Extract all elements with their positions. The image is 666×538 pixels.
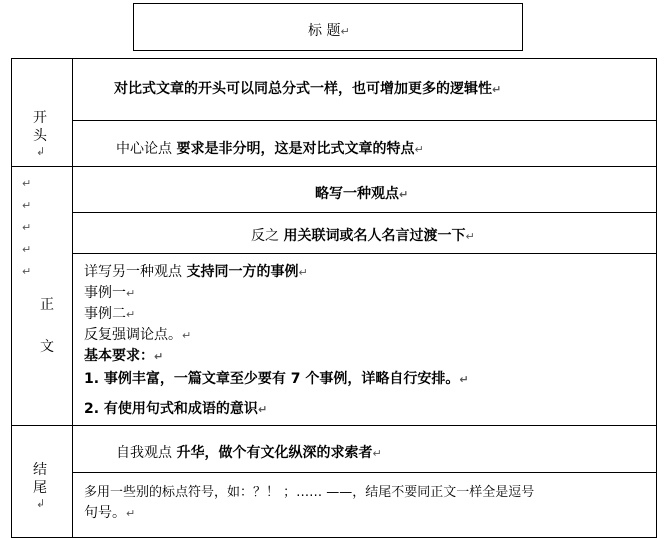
page-title: 标 题↵ xyxy=(308,23,350,39)
paragraph-mark: ↵ xyxy=(22,221,32,234)
opening-text: 对比式文章的开头可以同总分式一样，也可增加更多的逻辑性↵ xyxy=(114,81,502,97)
repeat-thesis: 反复强调论点。↵ xyxy=(84,327,192,343)
paragraph-mark: ↵ xyxy=(22,243,32,256)
paragraph-mark: ↵ xyxy=(22,177,32,190)
paragraph-mark: ↲ xyxy=(36,497,46,510)
section-label-ending: 尾 xyxy=(33,480,47,496)
example-two: 事例二↵ xyxy=(84,306,136,322)
row-divider xyxy=(72,120,657,121)
detailed-viewpoint: 详写另一种观点 支持同一方的事例↵ xyxy=(84,264,308,280)
column-divider xyxy=(72,58,73,538)
transition-text: 反之 用关联词或名人名言过渡一下↵ xyxy=(251,228,475,244)
requirements-title: 基本要求：↵ xyxy=(84,348,164,364)
section-divider-body xyxy=(11,425,657,426)
section-label-body: 正 xyxy=(40,297,54,313)
example-one: 事例一↵ xyxy=(84,285,136,301)
row-divider xyxy=(72,253,657,254)
paragraph-mark: ↲ xyxy=(36,145,46,158)
section-label-body: 文 xyxy=(40,339,54,355)
requirement-2: 2. 有使用句式和成语的意识↵ xyxy=(84,401,268,417)
section-divider-opening xyxy=(11,166,657,167)
own-viewpoint: 自我观点 升华，做个有文化纵深的求索者↵ xyxy=(116,445,382,461)
section-label-opening: 头 xyxy=(33,128,47,144)
requirement-1: 1. 事例丰富，一篇文章至少要有 7 个事例，详略自行安排。↵ xyxy=(84,371,469,387)
section-label-ending: 结 xyxy=(33,462,47,478)
punctuation-advice-end: 句号。↵ xyxy=(84,505,136,521)
brief-viewpoint: 略写一种观点↵ xyxy=(315,186,409,202)
punctuation-advice: 多用一些别的标点符号，如：？！ ；…… ——，结尾不要同正文一样全是逗号 xyxy=(84,485,535,500)
paragraph-mark: ↵ xyxy=(22,199,32,212)
section-label-opening: 开 xyxy=(33,110,47,126)
central-thesis: 中心论点 要求是非分明，这是对比式文章的特点↵ xyxy=(116,141,424,157)
paragraph-mark: ↵ xyxy=(22,265,32,278)
row-divider xyxy=(72,472,657,473)
row-divider xyxy=(72,212,657,213)
